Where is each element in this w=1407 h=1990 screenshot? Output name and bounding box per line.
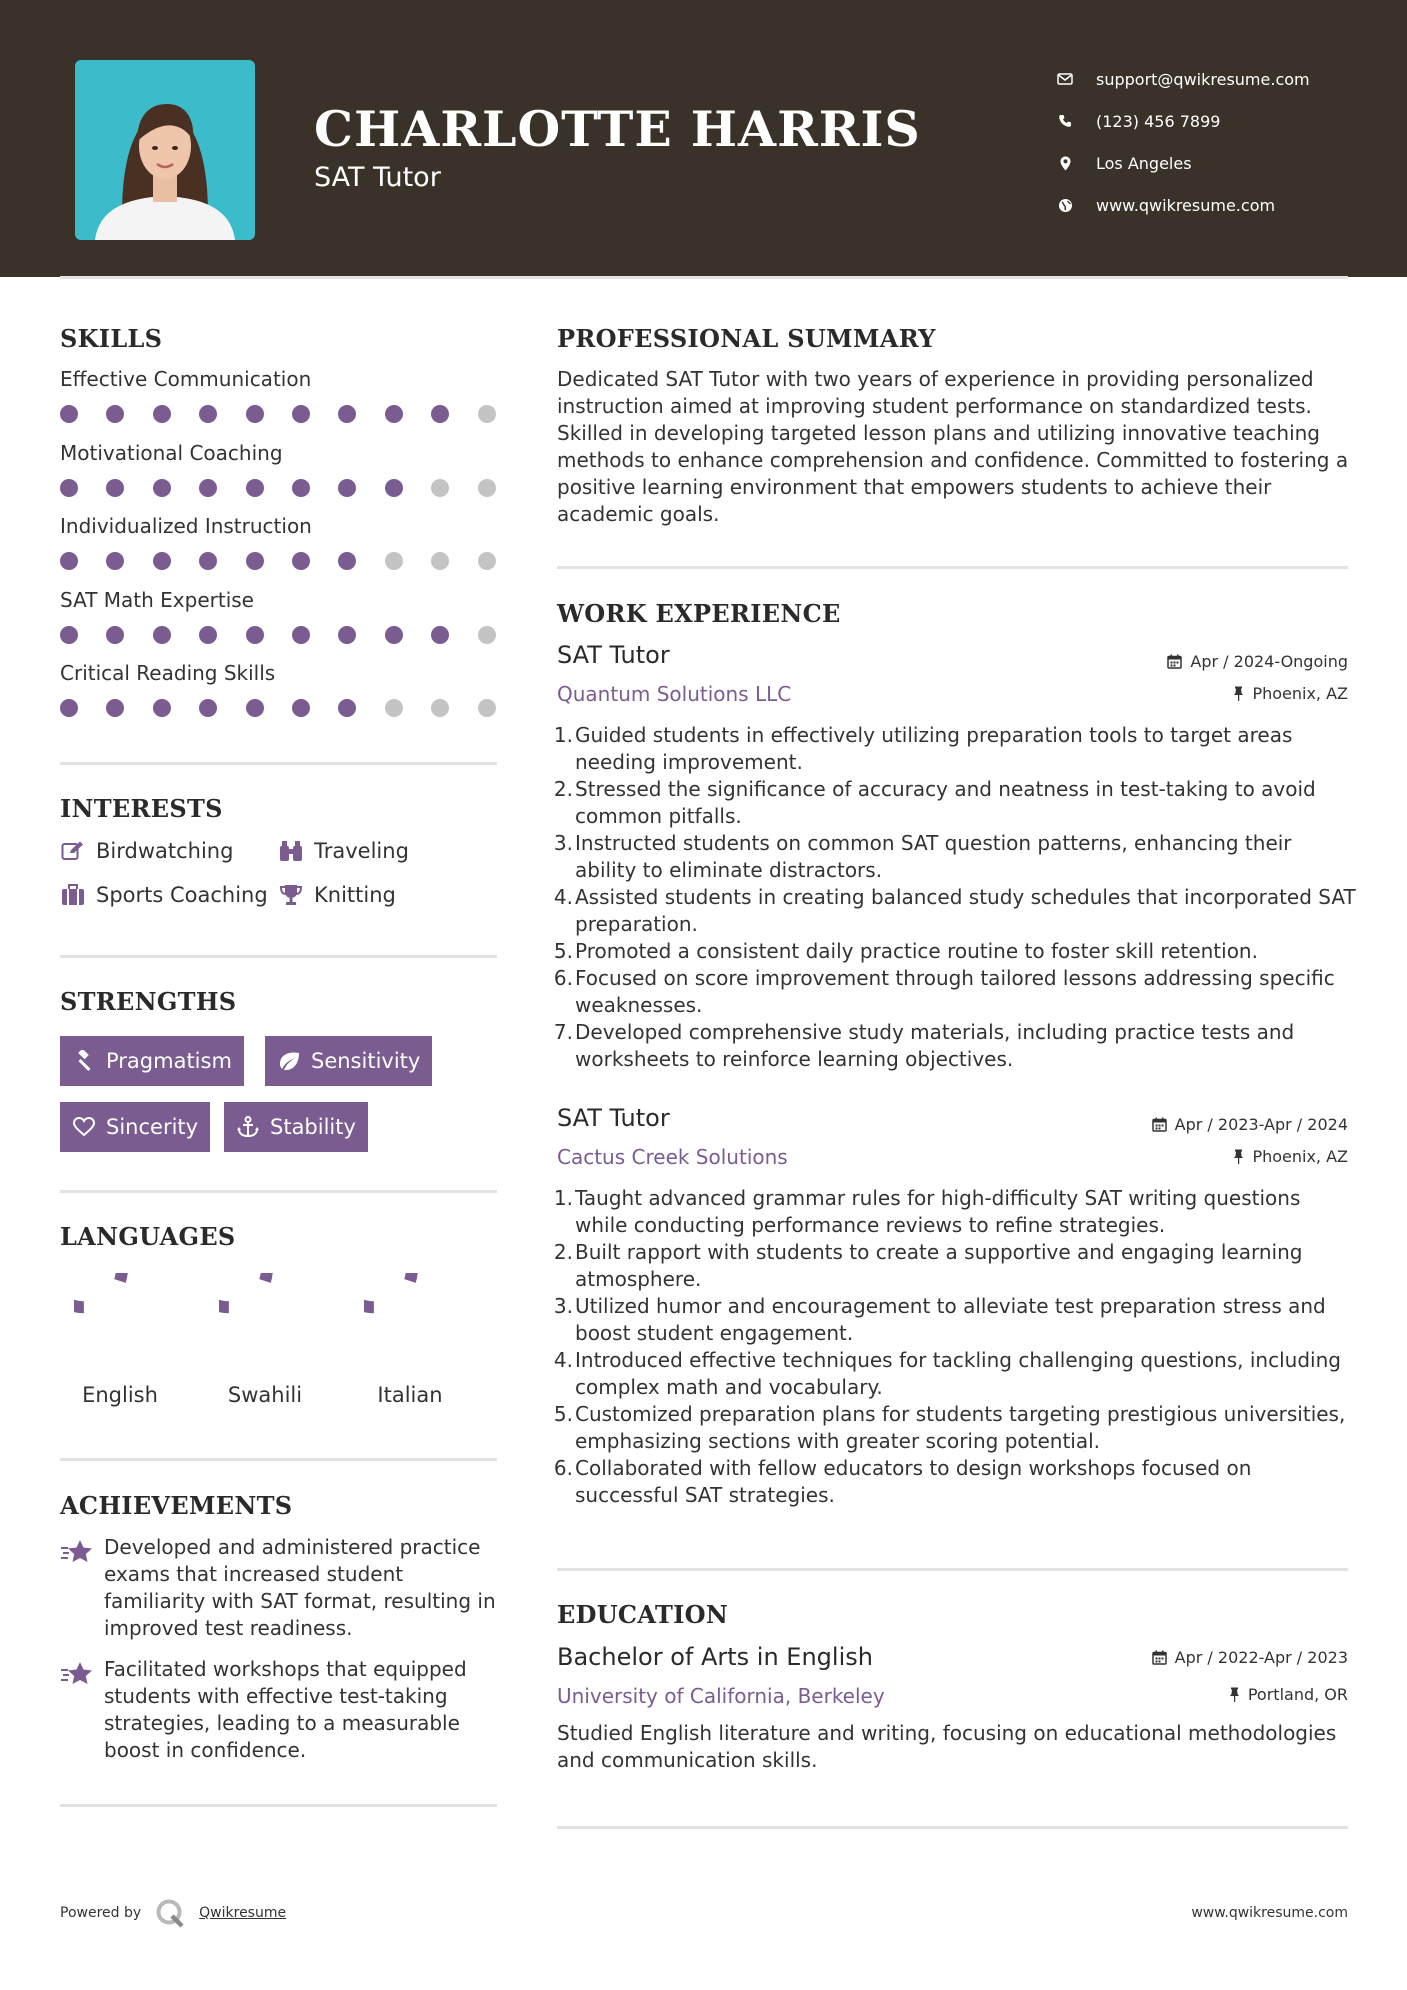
rating-dot-filled xyxy=(60,699,78,717)
language-name: Swahili xyxy=(227,1383,303,1407)
rating-dot-empty xyxy=(385,699,403,717)
rating-dot-filled xyxy=(199,626,217,644)
duty-item: 7. Developed comprehensive study materials, including practice tests and worksheets to reinforce learning objectives. xyxy=(553,1020,1295,1071)
job-location xyxy=(1233,684,1348,703)
rating-dot-filled xyxy=(292,626,310,644)
job-location-text: Phoenix, AZ xyxy=(1252,1147,1348,1166)
skill-rating xyxy=(60,626,500,646)
rating-dot-empty xyxy=(478,626,496,644)
contact-website-text: www.qwikresume.com xyxy=(1096,195,1276,215)
rating-dot-empty xyxy=(478,405,496,423)
anchor-icon xyxy=(236,1115,260,1139)
rating-dot-filled xyxy=(246,552,264,570)
job-dates-text: Apr / 2024-Ongoing xyxy=(1190,652,1348,671)
footer-url[interactable]: www.qwikresume.com xyxy=(1191,1905,1348,1921)
interest-item xyxy=(60,838,233,864)
interest-item xyxy=(278,838,409,864)
leaf-icon xyxy=(277,1049,301,1073)
pencil-square-icon xyxy=(60,838,86,864)
languages-heading: LANGUAGES xyxy=(60,1222,236,1251)
education-description: Studied English literature and writing, focusing on educational methodologies and communication skills. xyxy=(557,1721,1337,1772)
interest-item xyxy=(278,882,396,908)
map-pin-icon xyxy=(1050,156,1080,171)
job-company: Quantum Solutions LLC xyxy=(557,682,792,706)
rating-dot-filled xyxy=(60,626,78,644)
rating-dot-filled xyxy=(199,699,217,717)
strength-label: Sincerity xyxy=(106,1115,199,1139)
rating-dot-filled xyxy=(106,479,124,497)
contact-email-text: support@qwikresume.com xyxy=(1096,69,1310,89)
interest-label: Birdwatching xyxy=(96,839,234,863)
contact-list xyxy=(1050,58,1310,226)
section-divider xyxy=(60,762,497,765)
rating-dot-filled xyxy=(106,405,124,423)
footer-powered-by xyxy=(60,1898,286,1928)
strengths-heading: STRENGTHS xyxy=(60,987,237,1016)
powered-by-text: Powered by xyxy=(60,1905,142,1921)
language-item xyxy=(60,1273,180,1407)
strength-tag xyxy=(60,1036,244,1086)
section-divider xyxy=(557,566,1348,569)
rating-dot-filled xyxy=(153,699,171,717)
duty-item: 3. Utilized humor and encouragement to alleviate test preparation stress and boost student engagement. xyxy=(553,1294,1326,1345)
job-duties xyxy=(553,1185,1357,1509)
education-location-text: Portland, OR xyxy=(1247,1685,1348,1704)
rating-dot-filled xyxy=(153,552,171,570)
gavel-icon xyxy=(72,1049,96,1073)
contact-location xyxy=(1050,142,1310,184)
rating-dot-empty xyxy=(478,699,496,717)
job-dates xyxy=(1152,1115,1348,1134)
interest-item xyxy=(60,882,268,908)
duty-item: 6. Focused on score improvement through tailored lessons addressing specific weaknesses. xyxy=(553,966,1335,1017)
rating-dot-filled xyxy=(153,479,171,497)
duty-item: 1. Guided students in effectively utilizing preparation tools to target areas needing improvement. xyxy=(553,723,1293,774)
contact-email[interactable] xyxy=(1050,58,1310,100)
interest-label: Traveling xyxy=(314,839,409,863)
rating-dot-filled xyxy=(199,552,217,570)
experience-heading: WORK EXPERIENCE xyxy=(557,599,841,628)
envelope-icon xyxy=(1050,73,1080,85)
trophy-icon xyxy=(278,882,304,908)
rating-dot-empty xyxy=(385,552,403,570)
rating-dot-filled xyxy=(338,405,356,423)
rating-dot-filled xyxy=(106,699,124,717)
star-award-icon xyxy=(60,1656,104,1764)
achievement-item xyxy=(60,1656,500,1764)
contact-location-text: Los Angeles xyxy=(1096,153,1192,173)
section-divider xyxy=(60,955,497,958)
rating-dot-filled xyxy=(153,405,171,423)
job-dates xyxy=(1167,652,1348,671)
calendar-icon xyxy=(1152,1650,1167,1665)
resume-header xyxy=(0,0,1407,277)
duty-item: 5. Customized preparation plans for students targeting prestigious universities, emphasizing sections with greater scoring potential. xyxy=(553,1402,1346,1453)
job-company: Cactus Creek Solutions xyxy=(557,1145,788,1169)
rating-dot-filled xyxy=(292,405,310,423)
job-location xyxy=(1233,1147,1348,1166)
language-level-ring xyxy=(74,1273,166,1365)
skill-name: Critical Reading Skills xyxy=(60,661,276,685)
binoculars-icon xyxy=(278,838,304,864)
rating-dot-filled xyxy=(199,479,217,497)
rating-dot-empty xyxy=(478,552,496,570)
skill-rating xyxy=(60,479,500,499)
interest-label: Sports Coaching xyxy=(96,883,268,907)
education-heading: EDUCATION xyxy=(557,1600,729,1629)
duty-item: 5. Promoted a consistent daily practice routine to foster skill retention. xyxy=(553,939,1258,963)
phone-icon xyxy=(1050,114,1080,128)
calendar-icon xyxy=(1152,1117,1167,1132)
education-school: University of California, Berkeley xyxy=(557,1684,885,1708)
heart-icon xyxy=(72,1115,96,1139)
rating-dot-empty xyxy=(431,699,449,717)
job-duties xyxy=(553,722,1357,1073)
rating-dot-filled xyxy=(385,405,403,423)
duty-item: 2. Built rapport with students to create a supportive and engaging learning atmosphere. xyxy=(553,1240,1303,1291)
skills-heading: SKILLS xyxy=(60,324,163,353)
rating-dot-filled xyxy=(199,405,217,423)
achievement-item xyxy=(60,1534,500,1642)
duty-item: 3. Instructed students on common SAT question patterns, enhancing their ability to eliminate distractors. xyxy=(553,831,1292,882)
strength-label: Sensitivity xyxy=(311,1049,421,1073)
qwikresume-link[interactable]: Qwikresume xyxy=(199,1905,287,1921)
contact-phone-text: (123) 456 7899 xyxy=(1096,111,1221,131)
rating-dot-filled xyxy=(246,479,264,497)
strength-label: Stability xyxy=(270,1115,356,1139)
strength-tag xyxy=(60,1102,210,1152)
summary-text: Dedicated SAT Tutor with two years of experience in providing personalized instruction aimed at improving student performance on standardized tests. Skilled in developing targeted lesson plans and utilizing innovative teaching methods to enhance comprehension and confidence. Committed to fostering a positive learning environment that empowers students to achieve their academic goals. xyxy=(557,367,1349,526)
star-award-icon xyxy=(60,1534,104,1642)
skill-name: Individualized Instruction xyxy=(60,514,312,538)
strength-tag xyxy=(265,1036,432,1086)
section-divider xyxy=(557,1568,1348,1571)
job-dates-text: Apr / 2023-Apr / 2024 xyxy=(1174,1115,1348,1134)
rating-dot-filled xyxy=(292,552,310,570)
language-level-ring xyxy=(219,1273,311,1365)
pushpin-icon xyxy=(1229,1687,1240,1702)
education-dates xyxy=(1152,1648,1348,1667)
candidate-name: CHARLOTTE HARRIS xyxy=(314,100,921,158)
skill-rating xyxy=(60,405,500,425)
profile-photo xyxy=(75,60,255,240)
section-divider xyxy=(60,1804,497,1807)
rating-dot-filled xyxy=(60,479,78,497)
job-location-text: Phoenix, AZ xyxy=(1252,684,1348,703)
rating-dot-filled xyxy=(246,626,264,644)
duty-item: 2. Stressed the significance of accuracy and neatness in test-taking to avoid common pitfalls. xyxy=(553,777,1316,828)
contact-phone[interactable] xyxy=(1050,100,1310,142)
achievement-text: Developed and administered practice exams that increased student familiarity with SAT format, resulting in improved test readiness. xyxy=(104,1535,496,1640)
rating-dot-filled xyxy=(338,479,356,497)
skill-rating xyxy=(60,552,500,572)
rating-dot-filled xyxy=(106,626,124,644)
language-item xyxy=(205,1273,325,1407)
section-divider xyxy=(60,1190,497,1193)
rating-dot-filled xyxy=(246,699,264,717)
rating-dot-filled xyxy=(292,699,310,717)
duty-item: 1. Taught advanced grammar rules for high-difficulty SAT writing questions while conducting performance reviews to refine strategies. xyxy=(553,1186,1301,1237)
skill-rating xyxy=(60,699,500,719)
education-location xyxy=(1229,1685,1348,1704)
qwikresume-logo-icon xyxy=(155,1898,185,1928)
skill-name: Effective Communication xyxy=(60,367,312,391)
interests-heading: INTERESTS xyxy=(60,794,223,823)
education-dates-text: Apr / 2022-Apr / 2023 xyxy=(1174,1648,1348,1667)
achievements-heading: ACHIEVEMENTS xyxy=(60,1491,293,1520)
pushpin-icon xyxy=(1233,1149,1244,1164)
rating-dot-empty xyxy=(431,552,449,570)
duty-item: 4. Introduced effective techniques for tackling challenging questions, including complex math and vocabulary. xyxy=(553,1348,1341,1399)
rating-dot-filled xyxy=(60,405,78,423)
contact-website[interactable] xyxy=(1050,184,1310,226)
language-name: Italian xyxy=(377,1383,443,1407)
candidate-title: SAT Tutor xyxy=(314,162,441,193)
job-role: SAT Tutor xyxy=(557,1104,670,1132)
rating-dot-filled xyxy=(431,405,449,423)
language-item xyxy=(350,1273,470,1407)
language-level-ring xyxy=(364,1273,456,1365)
summary-heading: PROFESSIONAL SUMMARY xyxy=(557,324,936,353)
strength-label: Pragmatism xyxy=(106,1049,232,1073)
language-name: English xyxy=(82,1383,158,1407)
rating-dot-filled xyxy=(431,626,449,644)
interest-label: Knitting xyxy=(314,883,396,907)
duty-item: 6. Collaborated with fellow educators to design workshops focused on successful SAT strategies. xyxy=(553,1456,1252,1507)
duty-item: 4. Assisted students in creating balanced study schedules that incorporated SAT preparation. xyxy=(553,885,1356,936)
rating-dot-filled xyxy=(338,626,356,644)
rating-dot-filled xyxy=(60,552,78,570)
globe-icon xyxy=(1050,198,1080,213)
rating-dot-filled xyxy=(292,479,310,497)
rating-dot-filled xyxy=(385,626,403,644)
calendar-icon xyxy=(1167,654,1182,669)
job-role: SAT Tutor xyxy=(557,641,670,669)
rating-dot-filled xyxy=(338,699,356,717)
section-divider xyxy=(60,1458,497,1461)
rating-dot-filled xyxy=(153,626,171,644)
rating-dot-filled xyxy=(385,479,403,497)
education-degree: Bachelor of Arts in English xyxy=(557,1643,873,1671)
strength-tag xyxy=(224,1102,368,1152)
skill-name: SAT Math Expertise xyxy=(60,588,254,612)
rating-dot-filled xyxy=(106,552,124,570)
briefcase-icon xyxy=(60,882,86,908)
achievement-text: Facilitated workshops that equipped students with effective test-taking strategies, leading to a measurable boost in confidence. xyxy=(104,1657,467,1762)
pushpin-icon xyxy=(1233,686,1244,701)
rating-dot-filled xyxy=(246,405,264,423)
skill-name: Motivational Coaching xyxy=(60,441,283,465)
rating-dot-empty xyxy=(478,479,496,497)
section-divider xyxy=(557,1826,1348,1829)
header-divider xyxy=(60,276,1348,279)
rating-dot-filled xyxy=(338,552,356,570)
rating-dot-empty xyxy=(431,479,449,497)
